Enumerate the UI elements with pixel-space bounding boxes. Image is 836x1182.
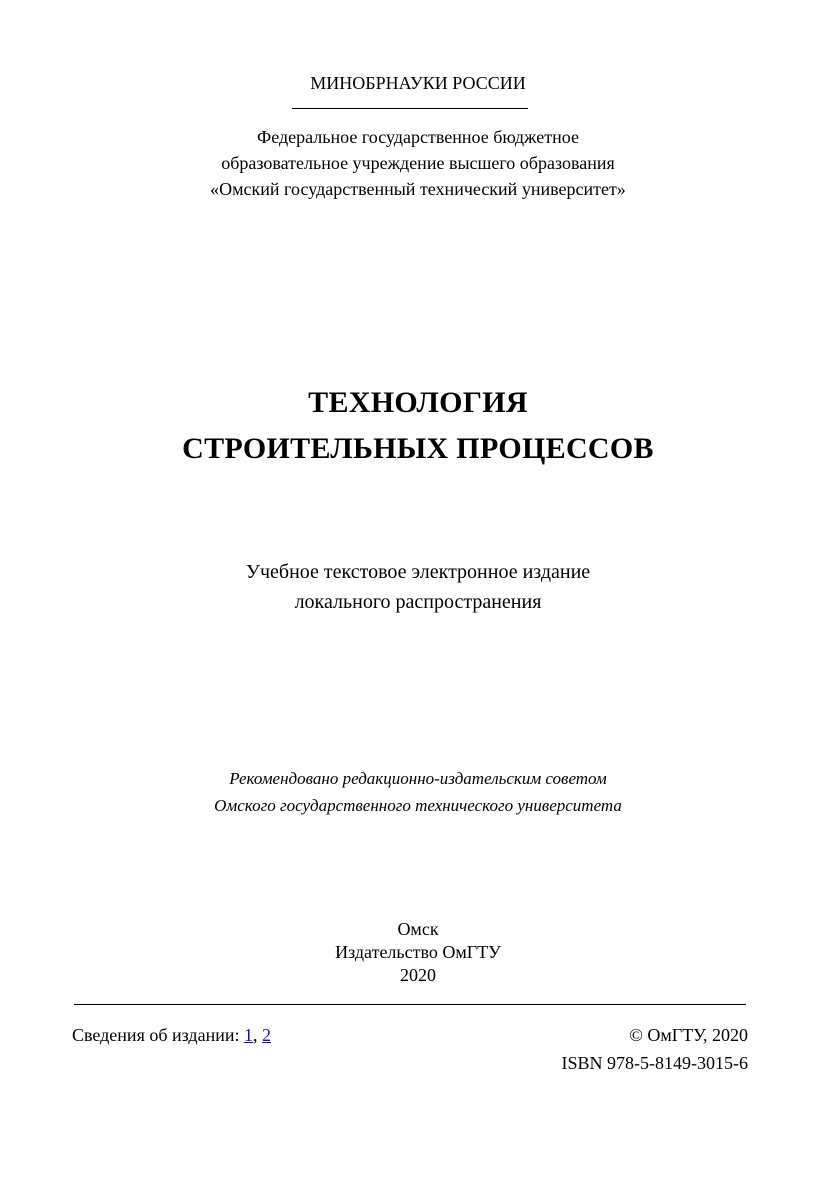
imprint-year: 2020	[400, 965, 436, 985]
footer-divider	[74, 1004, 746, 1005]
edition-type	[0, 557, 836, 617]
ministry-divider	[292, 108, 528, 109]
edition-type-line-2: локального распространения	[294, 591, 542, 613]
ministry-name	[0, 72, 836, 94]
institution-name	[0, 124, 836, 202]
document-title	[0, 380, 836, 472]
edition-info-link-1[interactable]: 1	[243, 1025, 253, 1045]
institution-line-3: «Омский государственный технический университет»	[210, 179, 626, 199]
edition-info	[72, 1024, 271, 1046]
imprint-publisher: Издательство ОмГТУ	[335, 942, 501, 962]
edition-type-line-1: Учебное текстовое электронное издание	[245, 561, 591, 583]
title-line-1: ТЕХНОЛОГИЯ	[308, 386, 528, 419]
edition-info-link-2[interactable]: 2	[261, 1025, 271, 1045]
recommendation-line-2: Омского государственного технического университета	[214, 796, 622, 815]
imprint-city: Омск	[397, 919, 439, 939]
isbn: ISBN 978-5-8149-3015-6	[561, 1053, 748, 1073]
imprint	[0, 918, 836, 987]
ministry-text: МИНОБРНАУКИ РОССИИ	[310, 73, 526, 93]
edition-info-label: Сведения об издании:	[72, 1025, 240, 1045]
institution-line-2: образовательное учреждение высшего образования	[221, 153, 615, 173]
recommendation-line-1: Рекомендовано редакционно-издательским советом	[229, 769, 607, 788]
title-line-2: СТРОИТЕЛЬНЫХ ПРОЦЕССОВ	[182, 432, 654, 465]
institution-line-1: Федеральное государственное бюджетное	[257, 127, 579, 147]
copyright-notice: © ОмГТУ, 2020	[629, 1025, 748, 1045]
link-separator: ,	[252, 1025, 258, 1045]
recommendation-note	[0, 765, 836, 819]
